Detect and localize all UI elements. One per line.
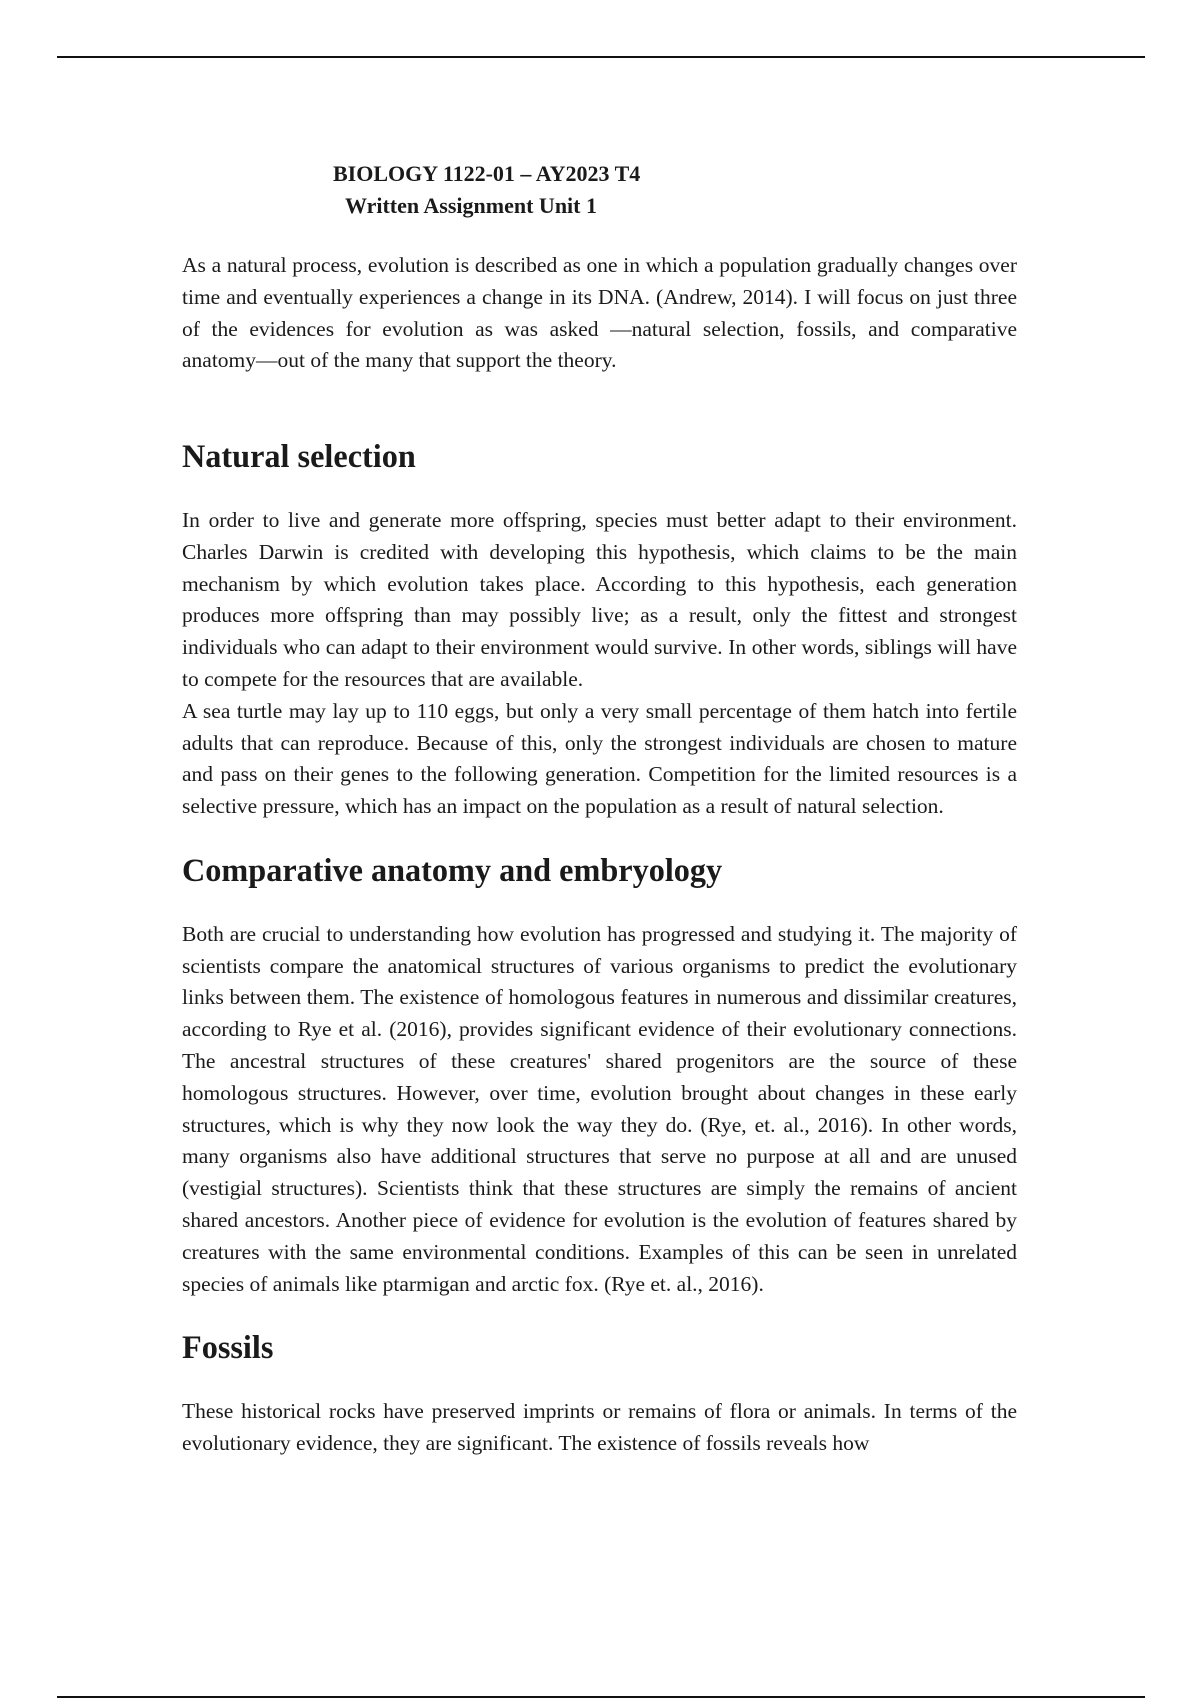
- section-heading-natural-selection: Natural selection: [182, 438, 416, 475]
- document-title-block: [333, 158, 640, 222]
- comparative-anatomy-paragraph: Both are crucial to understanding how evolution has progressed and studying it. The majority of scientists compare the anatomical structures of various organisms to predict the evolutionary links between them. The existence of homologous features in numerous and dissimilar creatures, according to Rye et al. (2016), provides significant evidence of their evolutionary connections. The ancestral structures of these creatures' shared progenitors are the source of these homologous structures. However, over time, evolution brought about changes in these early structures, which is why they now look the way they do. (Rye, et. al., 2016). In other words, many organisms also have additional structures that serve no purpose at all and are unused (vestigial structures). Scientists think that these structures are simply the remains of ancient shared ancestors. Another piece of evidence for evolution is the evolution of features shared by creatures with the same environmental conditions. Examples of this can be seen in unrelated species of animals like ptarmigan and arctic fox. (Rye et. al., 2016).: [182, 921, 1017, 1296]
- course-title: BIOLOGY 1122-01 – AY2023 T4: [333, 161, 641, 186]
- section-heading-fossils: Fossils: [182, 1329, 274, 1366]
- intro-paragraph: As a natural process, evolution is described as one in which a population gradually changes over time and eventually experiences a change in its DNA. (Andrew, 2014). I will focus on just three of the evidences for evolution as was asked —natural selection, fossils, and comparative anatomy—out of the many that support the theory.: [182, 253, 1017, 373]
- bottom-divider: [57, 1696, 1145, 1698]
- document-body: [182, 250, 1017, 1460]
- natural-selection-paragraph-2: A sea turtle may lay up to 110 eggs, but only a very small percentage of them hatch into fertile adults that can reproduce. Because of this, only the strongest individuals are chosen to mature and pass on their genes to the following generation. Competition for the limited resources is a selective pressure, which has an impact on the population as a result of natural selection.: [182, 698, 1017, 819]
- fossils-paragraph: These historical rocks have preserved imprints or remains of flora or animals. In terms of the evolutionary evidence, they are significant. The existence of fossils reveals how: [182, 1399, 1017, 1455]
- assignment-title: Written Assignment Unit 1: [345, 193, 597, 218]
- top-divider: [57, 56, 1145, 58]
- natural-selection-paragraph-1: In order to live and generate more offspring, species must better adapt to their environment. Charles Darwin is credited with developing this hypothesis, which claims to be the main mechanism by which evolution takes place. According to this hypothesis, each generation produces more offspring than may possibly live; as a result, only the fittest and strongest individuals who can adapt to their environment would survive. In other words, siblings will have to compete for the resources that are available.: [182, 507, 1017, 691]
- section-heading-comparative-anatomy: Comparative anatomy and embryology: [182, 851, 723, 888]
